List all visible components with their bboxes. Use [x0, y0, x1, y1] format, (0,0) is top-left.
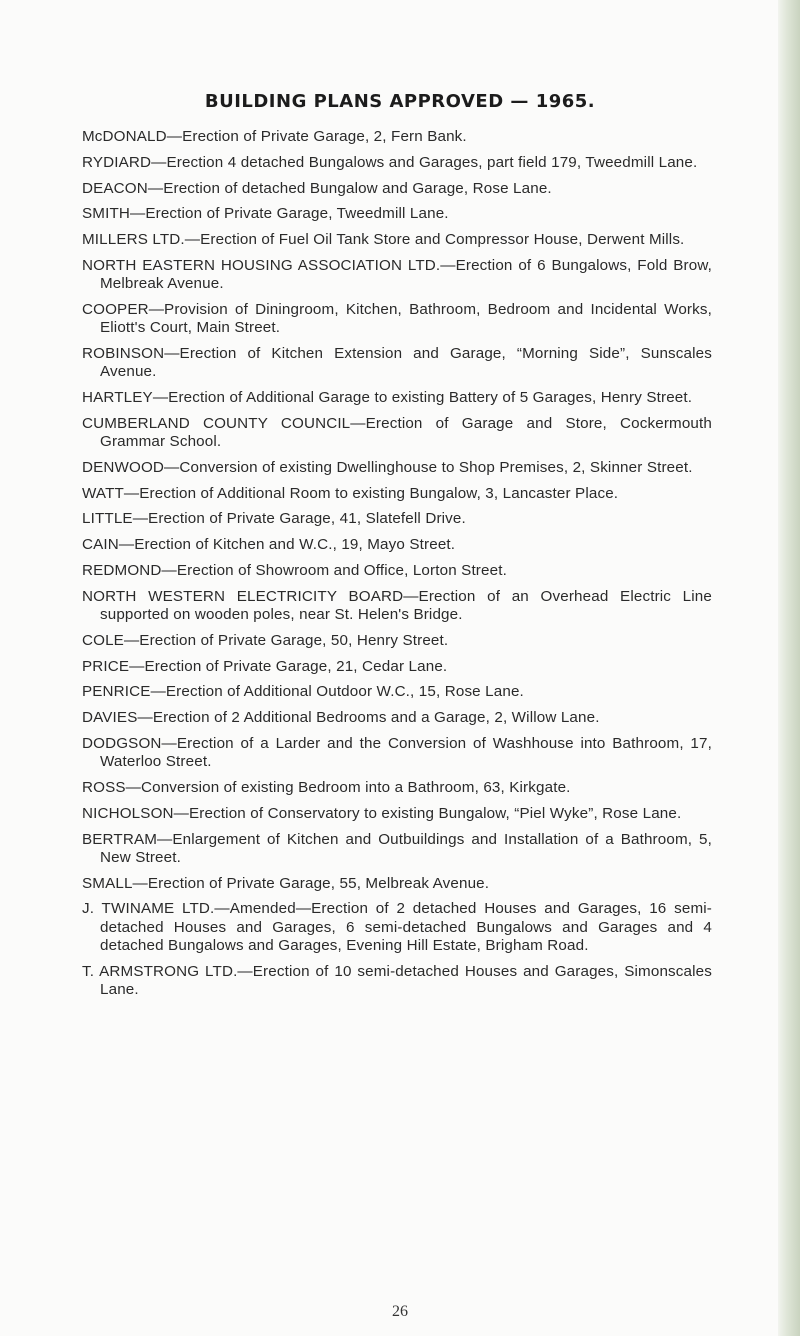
page-title: BUILDING PLANS APPROVED — 1965.: [204, 91, 596, 112]
page-edge-shadow: [778, 0, 800, 1336]
plan-entry: NORTH EASTERN HOUSING ASSOCIATION LTD.—Erection of 6 Bungalows, Fold Brow, Melbreak Avenue.: [82, 256, 712, 293]
plan-entry: NICHOLSON—Erection of Conservatory to existing Bungalow, “Piel Wyke”, Rose Lane.: [82, 804, 682, 822]
plan-entry: PRICE—Erection of Private Garage, 21, Cedar Lane.: [82, 657, 448, 675]
page-number: 26: [392, 1303, 408, 1320]
plan-entry: ROSS—Conversion of existing Bedroom into a Bathroom, 63, Kirkgate.: [82, 778, 571, 796]
plan-entry: McDONALD—Erection of Private Garage, 2, Fern Bank.: [82, 128, 467, 145]
plan-entry: DAVIES—Erection of 2 Additional Bedrooms and a Garage, 2, Willow Lane.: [82, 709, 600, 727]
plan-entry: PENRICE—Erection of Additional Outdoor W.C., 15, Rose Lane.: [82, 683, 524, 701]
plan-entry: LITTLE—Erection of Private Garage, 41, Slatefell Drive.: [82, 510, 466, 528]
plan-entry: ROBINSON—Erection of Kitchen Extension and Garage, “Morning Side”, Sunscales Avenue.: [82, 344, 712, 381]
plan-entry: MILLERS LTD.—Erection of Fuel Oil Tank Store and Compressor House, Derwent Mills.: [82, 231, 685, 249]
plan-entry: SMALL—Erection of Private Garage, 55, Melbreak Avenue.: [82, 874, 490, 892]
plan-entry: DODGSON—Erection of a Larder and the Conversion of Washhouse into Bathroom, 17, Waterloo Street.: [82, 734, 712, 771]
plan-entry: SMITH—Erection of Private Garage, Tweedmill Lane.: [82, 205, 449, 223]
plan-entry: COLE—Erection of Private Garage, 50, Henry Street.: [82, 631, 449, 649]
plan-entry: RYDIARD—Erection 4 detached Bungalows and Garages, part field 179, Tweedmill Lane.: [82, 153, 698, 171]
plan-entry: DEACON—Erection of detached Bungalow and Garage, Rose Lane.: [82, 179, 552, 197]
plan-entry: CAIN—Erection of Kitchen and W.C., 19, Mayo Street.: [82, 536, 456, 554]
plan-entry: CUMBERLAND COUNTY COUNCIL—Erection of Garage and Store, Cockermouth Grammar School.: [82, 414, 712, 450]
plan-entry: T. ARMSTRONG LTD.—Erection of 10 semi-detached Houses and Garages, Simonscales Lane.: [82, 962, 712, 998]
plan-entry: WATT—Erection of Additional Room to existing Bungalow, 3, Lancaster Place.: [82, 484, 619, 502]
plan-entry: DENWOOD—Conversion of existing Dwellinghouse to Shop Premises, 2, Skinner Street.: [82, 458, 693, 476]
plan-entry: BERTRAM—Enlargement of Kitchen and Outbuildings and Installation of a Bathroom, 5, New Street.: [82, 830, 712, 866]
plan-entry: COOPER—Provision of Diningroom, Kitchen, Bathroom, Bedroom and Incidental Works, Eliott's Court, Main Street.: [82, 300, 712, 337]
plan-entry: REDMOND—Erection of Showroom and Office, Lorton Street.: [82, 561, 507, 579]
plans-list: [82, 128, 712, 1007]
plan-entry: J. TWINAME LTD.—Amended—Erection of 2 detached Houses and Garages, 16 semi-detached Houses and Garages, 6 semi-detached Bungalows and Garages and 4 detached Bungalows and Garages, Evening Hill Estate, Brigham Road.: [82, 900, 712, 954]
plan-entry: NORTH WESTERN ELECTRICITY BOARD—Erection of an Overhead Electric Line supported on wooden poles, near St. Helen's Bridge.: [82, 587, 712, 623]
plan-entry: HARTLEY—Erection of Additional Garage to existing Battery of 5 Garages, Henry Street.: [82, 388, 693, 406]
